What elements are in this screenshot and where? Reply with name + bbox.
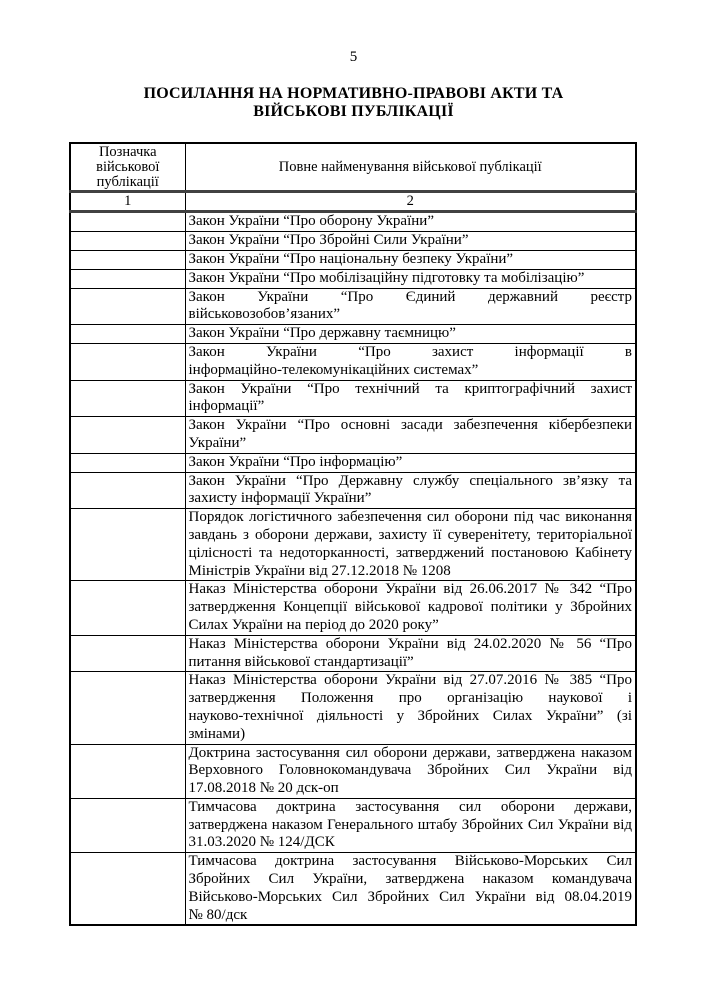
table-row	[70, 269, 636, 288]
publication-name-cell: Закон України “Про національну безпеку України”	[185, 250, 636, 269]
publication-name-cell: Тимчасова доктрина застосування Військово-⁠Морських Сил Збройних Сил України, затверджена наказом командувача Військово-⁠Морських Сил Збройних Сил України від 08.04.2019 № 80/дск	[185, 853, 636, 926]
table-row	[70, 509, 636, 581]
publication-name-cell: Закон України “Про Єдиний державний реєстр військовозобов’язаних”	[185, 288, 636, 325]
table-row	[70, 853, 636, 926]
publication-mark-cell	[70, 380, 185, 417]
table-row	[70, 417, 636, 454]
publication-name-cell: Закон України “Про технічний та криптографічний захист інформації”	[185, 380, 636, 417]
column-header-publication-name: Повне найменування військової публікації	[185, 143, 636, 192]
table-row	[70, 635, 636, 672]
publication-mark-cell	[70, 343, 185, 380]
publication-mark-cell	[70, 581, 185, 635]
page-title-line-2: ВІЙСЬКОВІ ПУБЛІКАЦІЇ	[253, 103, 454, 120]
table-body	[70, 212, 636, 926]
publication-mark-cell	[70, 853, 185, 926]
publication-mark-cell	[70, 269, 185, 288]
publication-mark-cell	[70, 798, 185, 852]
column-index-1: 1	[70, 192, 185, 212]
publication-mark-cell	[70, 744, 185, 798]
publication-mark-cell	[70, 325, 185, 344]
publication-mark-cell	[70, 250, 185, 269]
column-index-row	[70, 192, 636, 212]
publication-name-cell: Наказ Міністерства оборони України від 27.07.2016 № 385 “Про затвердження Положення про організацію наукової і науково-⁠технічної діяльності у Збройних Силах України” (зі змінами)	[185, 672, 636, 744]
table-row	[70, 343, 636, 380]
publication-name-cell: Закон України “Про захист інформації в інформаційно-⁠телекомунікаційних системах”	[185, 343, 636, 380]
table-row	[70, 672, 636, 744]
table-row	[70, 325, 636, 344]
page-number: 5	[349, 49, 358, 65]
publication-name-cell: Закон України “Про Державну службу спеціального зв’язку та захисту інформації України”	[185, 472, 636, 509]
table-row	[70, 798, 636, 852]
table-row	[70, 212, 636, 232]
publication-mark-cell	[70, 212, 185, 232]
table-row	[70, 380, 636, 417]
publication-name-cell: Порядок логістичного забезпечення сил оборони під час виконання завдань з оборони держави, захисту її суверенітету, територіальної цілісності та недоторканності, затверджений постановою Кабінету Міністрів України від 27.12.2018 № 1208	[185, 509, 636, 581]
publication-name-cell: Закон України “Про Збройні Сили України”	[185, 232, 636, 251]
publication-name-cell: Доктрина застосування сил оборони держави, затверджена наказом Верховного Головнокомандувача Збройних Сил України від 17.08.2018 № 20 дск-оп	[185, 744, 636, 798]
page-title-line-1: ПОСИЛАННЯ НА НОРМАТИВНО-ПРАВОВІ АКТИ ТА	[143, 85, 564, 102]
column-index-2: 2	[185, 192, 636, 212]
publication-name-cell: Закон України “Про основні засади забезпечення кібербезпеки України”	[185, 417, 636, 454]
publications-table	[69, 142, 637, 926]
table-row	[70, 250, 636, 269]
publication-name-cell: Закон України “Про інформацію”	[185, 453, 636, 472]
publication-mark-cell	[70, 635, 185, 672]
publication-mark-cell	[70, 232, 185, 251]
table-row	[70, 472, 636, 509]
table-row	[70, 744, 636, 798]
publication-name-cell: Тимчасова доктрина застосування сил оборони держави, затверджена наказом Генерального штабу Збройних Сил України від 31.03.2020 № 124/ДСК	[185, 798, 636, 852]
table-row	[70, 581, 636, 635]
publication-mark-cell	[70, 417, 185, 454]
publication-mark-cell	[70, 453, 185, 472]
publication-name-cell: Наказ Міністерства оборони України від 24.02.2020 № 56 “Про питання військової стандартизації”	[185, 635, 636, 672]
table-row	[70, 232, 636, 251]
column-header-publication-mark: Позначка військової публікації	[70, 143, 185, 192]
table-row	[70, 453, 636, 472]
publication-name-cell: Закон України “Про мобілізаційну підготовку та мобілізацію”	[185, 269, 636, 288]
publication-name-cell: Закон України “Про державну таємницю”	[185, 325, 636, 344]
publication-name-cell: Наказ Міністерства оборони України від 26.06.2017 № 342 “Про затвердження Концепції військової кадрової політики у Збройних Силах України на період до 2020 року”	[185, 581, 636, 635]
publication-mark-cell	[70, 472, 185, 509]
table-header-row	[70, 143, 636, 192]
publication-mark-cell	[70, 288, 185, 325]
publication-name-cell: Закон України “Про оборону України”	[185, 212, 636, 232]
table-row	[70, 288, 636, 325]
page-title	[0, 85, 707, 121]
publication-mark-cell	[70, 509, 185, 581]
publication-mark-cell	[70, 672, 185, 744]
